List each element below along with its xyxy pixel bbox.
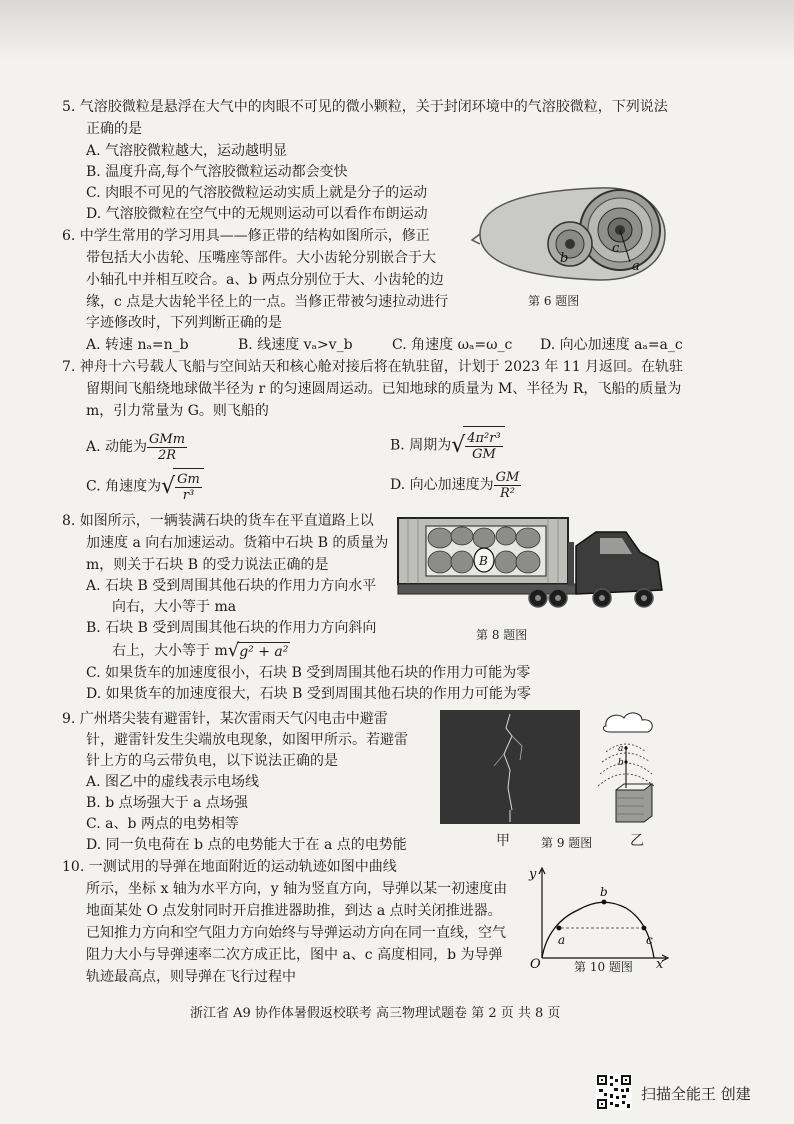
q7-option-c-label: C. 角速度为	[86, 478, 162, 495]
q8-option-b-line2: 右上，大小等于 m√g² + a²	[112, 640, 289, 661]
q6-option-d: D. 向心加速度 aₐ=a_c	[540, 337, 683, 353]
q7-option-b: B. 周期为√ $\frac{\text{4π²r³}}{GM}$	[390, 426, 505, 465]
q6-option-a: A. 转速 nₐ=n_b	[86, 337, 189, 353]
q9-stem-line1: 9. 广州塔尖装有避雷针，某次雷雨天气闪电击中避雷	[62, 711, 388, 727]
q8-stem-line1: 8. 如图所示，一辆装满石块的货车在平直道路上以	[62, 513, 374, 529]
fig10-label-b: b	[600, 885, 608, 899]
scan-shadow	[0, 0, 794, 60]
fig9-label-a: a	[618, 744, 624, 754]
q8-option-b-prefix: 右上，大小等于 m	[112, 643, 228, 659]
q10-stem-line6: 轨迹最高点，则导弹在飞行过程中	[86, 969, 296, 985]
qr-code-icon	[596, 1074, 632, 1110]
fig9-caption: 第 9 题图	[541, 836, 593, 850]
q8-option-b-line1: B. 石块 B 受到周围其他石块的作用力方向斜向	[86, 620, 377, 636]
fig10-label-o: O	[530, 957, 541, 970]
q7-b-numerator: 4π²r³	[467, 430, 501, 446]
q7-option-a	[86, 430, 187, 464]
q10-stem-line1: 10. 一测试用的导弹在地面附近的运动轨迹如图中曲线	[62, 859, 397, 875]
q10-stem-line2: 所示，坐标 x 轴为水平方向，y 轴为竖直方向，导弹以某一初速度由	[86, 881, 508, 897]
scanner-watermark: 扫描全能王 创建	[641, 1085, 751, 1103]
q7-d-denominator: R²	[499, 485, 515, 501]
q6-stem-line4: 缘，c 点是大齿轮半径上的一点。当修正带被匀速拉动进行	[86, 294, 449, 310]
q7-d-numerator: GM	[495, 469, 520, 485]
q8-option-b-radicand: g² + a²	[239, 643, 289, 660]
q6-option-b: B. 线速度 vₐ>v_b	[238, 337, 353, 353]
trajectory-figure	[526, 864, 672, 970]
fig6-caption: 第 6 题图	[528, 294, 580, 308]
q5-option-d: D. 气溶胶微粒在空气中的无规则运动可以看作布朗运动	[86, 206, 428, 222]
q10-stem-line5: 阻力大小与导弹速率二次方成正比，图中 a、c 高度相同，b 为导弹	[86, 947, 503, 963]
q9-option-a: A. 图乙中的虚线表示电场线	[86, 774, 260, 790]
page-footer: 浙江省 A9 协作体暑假返校联考 高三物理试题卷 第 2 页 共 8 页	[190, 1006, 561, 1021]
q10-stem-line4: 已知推力方向和空气阻力方向始终与导弹运动方向在同一直线，空气	[86, 925, 506, 941]
fig6-label-c: c	[612, 241, 620, 256]
fig8-caption: 第 8 题图	[476, 628, 528, 642]
q7-stem-line3: m，引力常量为 G。则飞船的	[86, 403, 269, 419]
q8-option-d: D. 如果货车的加速度很大，石块 B 受到周围其他石块的作用力可能为零	[86, 686, 531, 702]
q6-option-c: C. 角速度 ωₐ=ω_c	[392, 337, 513, 353]
q7-option-d-label: D. 向心加速度为	[390, 477, 494, 493]
fig9-label-yi: 乙	[630, 833, 644, 849]
q5-stem-line2: 正确的是	[86, 121, 142, 137]
q7-option-b-label: B. 周期为	[390, 437, 452, 454]
q6-stem-line1: 6. 中学生常用的学习用具——修正带的结构如图所示，修正	[62, 228, 430, 244]
q7-b-denominator: GM	[472, 446, 496, 462]
q7-c-denominator: r³	[182, 487, 195, 503]
q8-option-a-line1: A. 石块 B 受到周围其他石块的作用力方向水平	[86, 578, 377, 594]
fig9-label-jia: 甲	[496, 833, 510, 849]
fig9-label-b: b	[618, 758, 624, 768]
q8-stem-line2: 加速度 a 向右加速运动。货箱中石块 B 的质量为	[86, 535, 389, 551]
q5-option-b: B. 温度升高,每个气溶胶微粒运动都会变快	[86, 164, 348, 180]
q10-stem-line3: 地面某处 O 点发射同时开启推进器助推，到达 a 点时关闭推进器。	[86, 903, 502, 919]
q5-stem-line1: 5. 气溶胶微粒是悬浮在大气中的肉眼不可见的微小颗粒，关于封闭环境中的气溶胶微粒，下列说法	[62, 99, 668, 115]
q7-c-numerator: Gm	[177, 471, 200, 487]
fig8-label-b: B	[479, 554, 488, 568]
fig10-label-x: x	[656, 957, 664, 970]
correction-tape-figure	[470, 182, 670, 286]
q7-stem-line1: 7. 神舟十六号载人飞船与空间站天和核心舱对接后将在轨驻留，计划于 2023 年 11 月返回。在轨驻	[62, 359, 684, 375]
lightning-photo	[440, 710, 580, 824]
fig10-label-a: a	[558, 933, 566, 947]
q8-stem-line3: m，则关于石块 B 的受力说法正确的是	[86, 557, 329, 573]
q8-option-a-line2: 向右，大小等于 ma	[112, 599, 237, 615]
q6-stem-line2: 带包括大小齿轮、压嘴座等部件。大小齿轮分别嵌合于大	[86, 250, 436, 266]
q7-a-numerator: GMm	[149, 431, 186, 447]
q7-option-c: C. 角速度为√ $\frac{Gm}{\text{r³}}$	[86, 468, 204, 505]
field-diagram	[596, 706, 666, 826]
q7-option-d	[390, 468, 521, 502]
q7-stem-line2: 留期间飞船绕地球做半径为 r 的匀速圆周运动。已知地球的质量为 M、半径为 R，飞船的质量为	[86, 381, 682, 397]
truck-figure	[396, 512, 666, 612]
q9-option-c: C. a、b 两点的电势相等	[86, 816, 239, 832]
fig6-label-a: a	[632, 259, 640, 274]
q8-option-c: C. 如果货车的加速度很小，石块 B 受到周围其他石块的作用力可能为零	[86, 665, 531, 681]
q6-stem-line5: 字迹修改时，下列判断正确的是	[86, 315, 282, 331]
fig10-label-c: c	[646, 933, 653, 947]
q5-option-c: C. 肉眼不可见的气溶胶微粒运动实质上就是分子的运动	[86, 185, 428, 201]
q7-option-a-label: A. 动能为	[86, 439, 148, 455]
q9-option-b: B. b 点场强大于 a 点场强	[86, 795, 248, 811]
q5-option-a: A. 气溶胶微粒越大，运动越明显	[86, 143, 288, 159]
q9-option-d: D. 同一负电荷在 b 点的电势能大于在 a 点的电势能	[86, 837, 407, 853]
fig6-label-b: b	[560, 251, 569, 266]
q9-stem-line2: 针，避雷针发生尖端放电现象，如图甲所示。若避雷	[86, 732, 408, 748]
fig10-caption: 第 10 题图	[574, 960, 633, 974]
q9-stem-line3: 针上方的乌云带负电，以下说法正确的是	[86, 753, 338, 769]
q7-a-denominator: 2R	[158, 447, 177, 463]
q6-stem-line3: 小轴孔中并相互咬合。a、b 两点分别位于大、小齿轮的边	[86, 272, 444, 288]
fig10-label-y: y	[529, 867, 537, 882]
